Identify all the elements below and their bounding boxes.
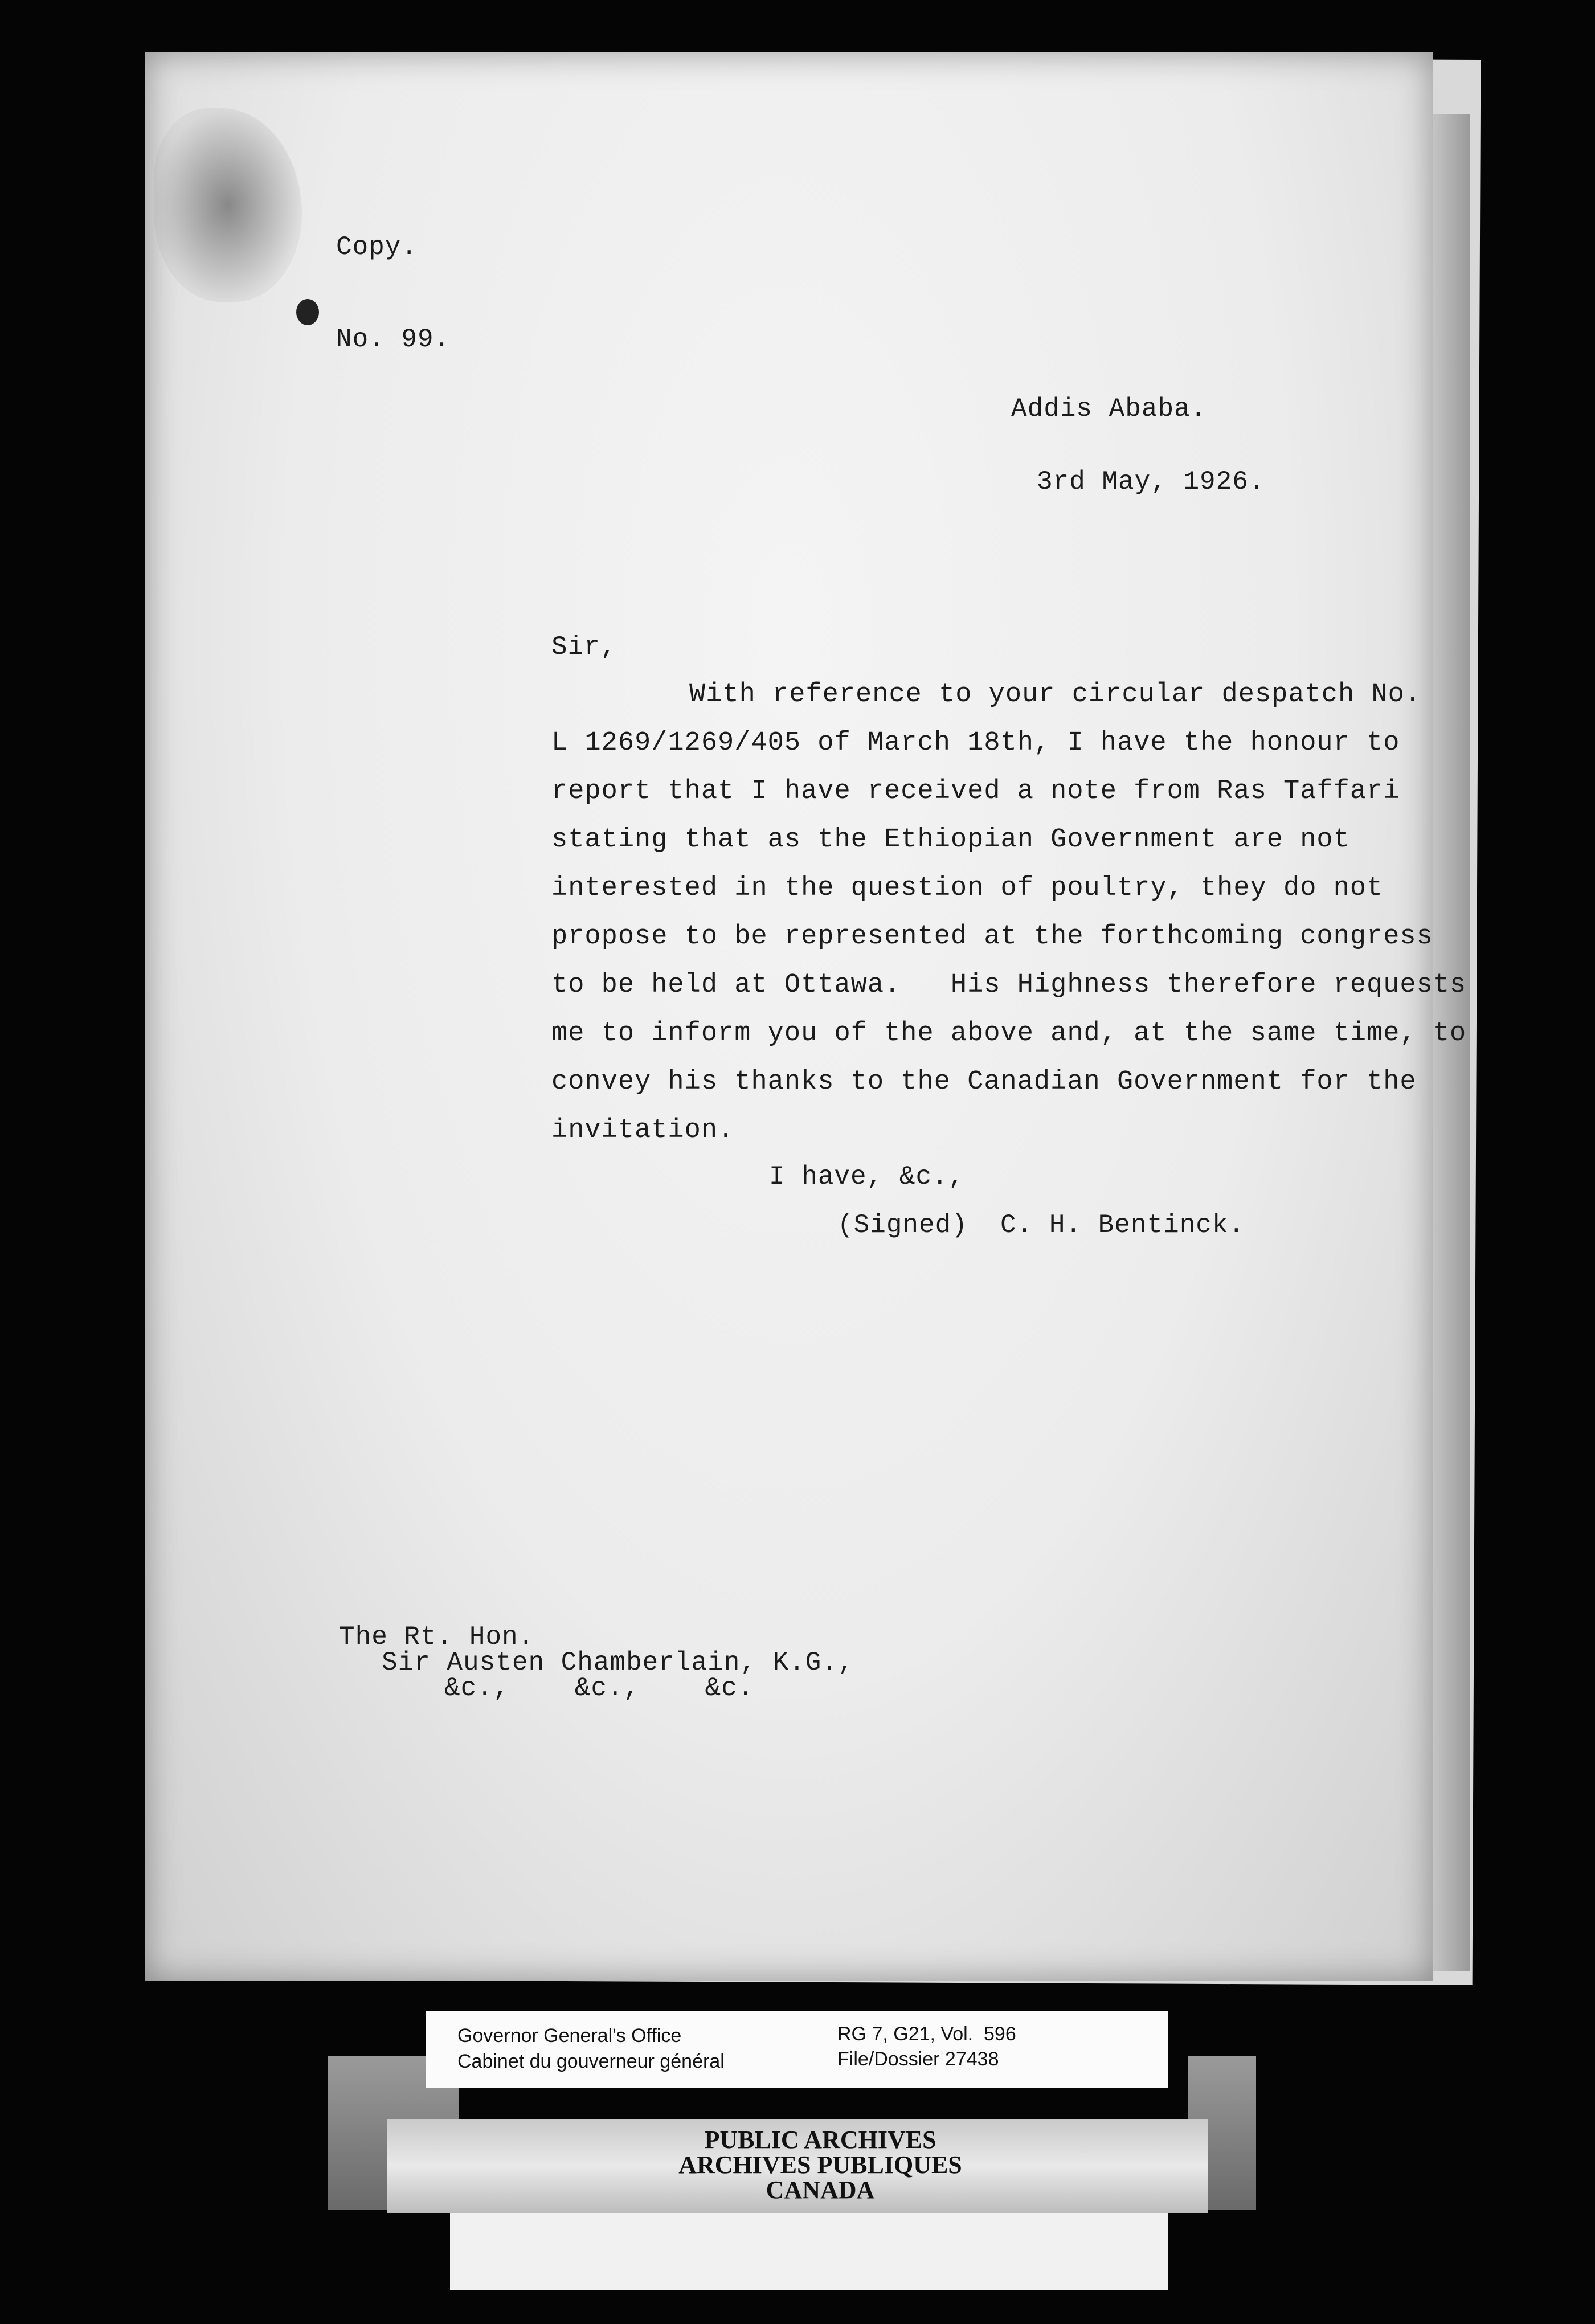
body-line: me to inform you of the above and, at the same time, to [551,1018,1467,1049]
record-group: RG 7, G21, Vol. 596 [837,2023,1016,2045]
archives-line: PUBLIC ARCHIVES [704,2126,936,2154]
place: Addis Ababa. [1011,394,1207,424]
body-line: interested in the question of poultry, they do not [551,873,1384,903]
office-en: Governor General's Office [457,2025,682,2047]
addressee-line: &c., &c., &c. [444,1674,754,1703]
addressee-line: Sir Austen Chamberlain, K.G., [382,1648,854,1677]
office-fr: Cabinet du gouverneur général [457,2051,725,2072]
salutation: Sir, [551,632,617,662]
copy-mark: Copy. [336,232,418,262]
punch-hole [296,299,319,325]
addressee-line: The Rt. Hon. [339,1622,535,1652]
body-line: propose to be represented at the forthcoming congress [551,922,1433,952]
closing: I have, &c., [769,1162,965,1192]
body-line: With reference to your circular despatch No. [689,680,1422,710]
body-line: report that I have received a note from Ras Taffari [551,776,1400,807]
date: 3rd May, 1926. [1037,467,1265,497]
file-number: File/Dossier 27438 [837,2048,999,2070]
body-line: stating that as the Ethiopian Government are not [551,825,1350,855]
archives-line: CANADA [766,2176,875,2204]
body-line: invitation. [551,1115,735,1145]
body-line: L 1269/1269/405 of March 18th, I have the honour to [551,728,1400,758]
body-line: to be held at Ottawa. His Highness therefore requests [551,970,1467,1000]
archives-stamp [450,2127,1191,2203]
body-line: convey his thanks to the Canadian Government for the [551,1067,1417,1097]
signature: (Signed) C. H. Bentinck. [837,1210,1245,1240]
reference-label [426,2011,1168,2088]
archive-band-bottom [450,2213,1168,2290]
archives-line: ARCHIVES PUBLIQUES [678,2151,962,2179]
despatch-number: No. 99. [336,325,451,354]
